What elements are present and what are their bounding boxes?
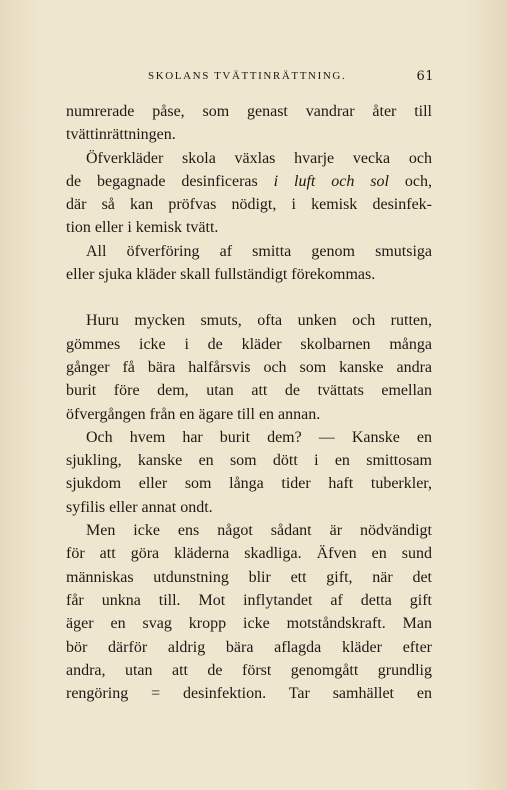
text-line: gömmes icke i de kläder skolbarnen många [66,335,432,353]
text-line: numrerade påse, som genast vandrar åter till [66,103,432,120]
text-line: gånger få bära halfårsvis och som kanske andra [66,358,432,376]
text-line: sjukdom eller som långa tider haft tuberkler, [66,475,432,493]
text-line: tion eller i kemisk tvätt. [66,219,219,237]
text-line: eller sjuka kläder skall fullständigt förekommas. [66,266,376,284]
page-number: 61 [416,69,434,84]
paragraph-3 [66,240,432,287]
text-line: rengöring = desinfektion. Tar samhället en [66,685,432,703]
paragraph-2 [66,147,432,240]
text-line: Och hvem har burit dem? — Kanske en [86,428,432,446]
text-line: bör därför aldrig bära aflagda kläder efter [66,638,432,656]
paragraph-4 [66,309,432,425]
running-head [66,70,434,88]
text-line: öfvergången från en ägare till en annan. [66,405,321,423]
body-text [66,100,432,705]
text-run: och, [388,172,433,190]
text-line: där så kan pröfvas nödigt, i kemisk desinfek- [66,196,432,214]
text-line: burit före dem, utan att de tvättats emellan [66,382,432,400]
text-line: sjukling, kanske en som dött i en smittosam [66,452,432,470]
text-line: tvättinrättningen. [66,126,176,144]
text-line: syfilis eller annat ondt. [66,498,213,516]
paragraph-1 [66,100,432,147]
text-line: äger en svag kropp icke motståndskraft. Man [66,615,432,633]
paragraph-5 [66,426,432,519]
text-line: Öfverkläder skola växlas hvarje vecka och [86,149,432,167]
text-line: människas utdunstning blir ett gift, när det [66,568,432,586]
text-line: får unkna till. Mot inflytandet af detta gift [66,591,432,609]
text-line: All öfverföring af smitta genom smutsiga [86,242,432,260]
text-line: andra, utan att de först genomgått grundlig [66,661,432,679]
text-line-mixed [66,170,432,193]
running-head-title: SKOLANS TVÄTTINRÄTTNING. [148,70,347,82]
paragraph-6 [66,519,432,705]
text-run: de begagnade desinficeras [66,172,274,190]
text-line: Huru mycken smuts, ofta unken och rutten, [86,312,432,330]
italic-phrase: i luft och sol [273,172,389,190]
text-line: för att göra kläderna skadliga. Äfven en sund [66,545,432,563]
text-line: Men icke ens något sådant är nödvändigt [86,522,432,540]
